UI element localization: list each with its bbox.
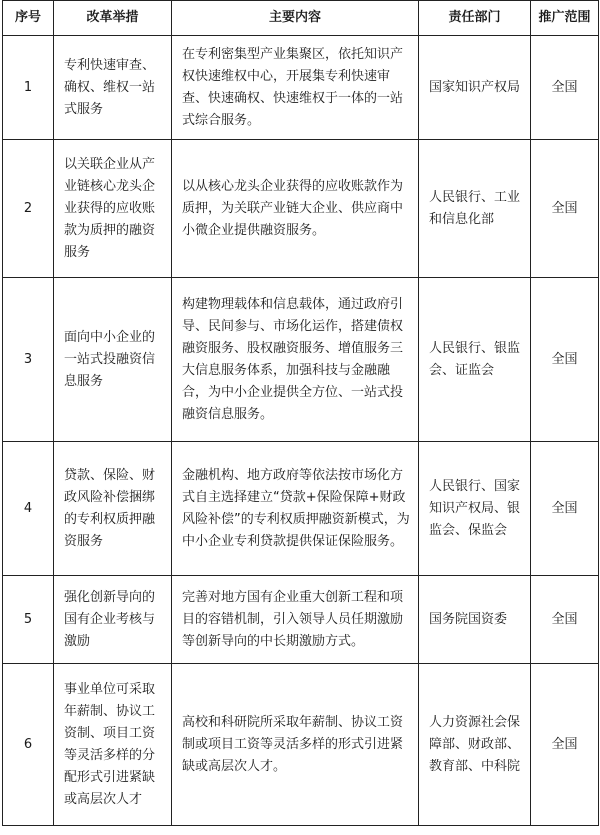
table-row	[3, 140, 599, 278]
row-dept: 国家知识产权局	[419, 36, 531, 140]
row-dept: 人民银行、工业和信息化部	[419, 140, 531, 278]
row-num: 6	[3, 664, 54, 826]
header-content: 主要内容	[172, 1, 419, 36]
row-measure: 面向中小企业的一站式投融资信息服务	[54, 278, 172, 442]
table-row	[3, 576, 599, 664]
row-num: 1	[3, 36, 54, 140]
row-scope: 全国	[531, 36, 599, 140]
row-content: 高校和科研院所采取年薪制、协议工资制或项目工资等灵活多样的形式引进紧缺或高层次人才。	[172, 664, 419, 826]
table-row	[3, 278, 599, 442]
row-scope: 全国	[531, 664, 599, 826]
row-content: 以从核心龙头企业获得的应收账款作为质押，为关联产业链大企业、供应商中小微企业提供融资服务。	[172, 140, 419, 278]
row-num: 2	[3, 140, 54, 278]
table-row	[3, 442, 599, 576]
row-num: 3	[3, 278, 54, 442]
row-content: 在专利密集型产业集聚区，依托知识产权快速维权中心，开展集专利快速审查、快速确权、快速维权于一体的一站式综合服务。	[172, 36, 419, 140]
row-measure: 事业单位可采取年薪制、协议工资制、项目工资等灵活多样的分配形式引进紧缺或高层次人才	[54, 664, 172, 826]
row-dept: 人力资源社会保障部、财政部、教育部、中科院	[419, 664, 531, 826]
row-num: 4	[3, 442, 54, 576]
row-content: 完善对地方国有企业重大创新工程和项目的容错机制，引入领导人员任期激励等创新导向的中长期激励方式。	[172, 576, 419, 664]
row-scope: 全国	[531, 278, 599, 442]
header-dept: 责任部门	[419, 1, 531, 36]
row-measure: 强化创新导向的国有企业考核与激励	[54, 576, 172, 664]
row-measure: 以关联企业从产业链核心龙头企业获得的应收账款为质押的融资服务	[54, 140, 172, 278]
row-content: 构建物理载体和信息载体，通过政府引导、民间参与、市场化运作，搭建债权融资服务、股权融资服务、增值服务三大信息服务体系，加强科技与金融融合，为中小企业提供全方位、一站式投融资信息服务。	[172, 278, 419, 442]
table-row	[3, 36, 599, 140]
row-scope: 全国	[531, 442, 599, 576]
reform-measures-table	[2, 0, 599, 826]
row-content: 金融机构、地方政府等依法按市场化方式自主选择建立“贷款+保险保障+财政风险补偿”的专利权质押融资新模式，为中小企业专利贷款提供保证保险服务。	[172, 442, 419, 576]
row-measure: 专利快速审查、确权、维权一站式服务	[54, 36, 172, 140]
row-measure: 贷款、保险、财政风险补偿捆绑的专利权质押融资服务	[54, 442, 172, 576]
row-scope: 全国	[531, 140, 599, 278]
header-scope: 推广范围	[531, 1, 599, 36]
table-row	[3, 664, 599, 826]
table-header-row	[3, 1, 599, 36]
row-num: 5	[3, 576, 54, 664]
header-num: 序号	[3, 1, 54, 36]
header-measure: 改革举措	[54, 1, 172, 36]
row-dept: 人民银行、国家知识产权局、银监会、保监会	[419, 442, 531, 576]
row-dept: 人民银行、银监会、证监会	[419, 278, 531, 442]
row-dept: 国务院国资委	[419, 576, 531, 664]
row-scope: 全国	[531, 576, 599, 664]
